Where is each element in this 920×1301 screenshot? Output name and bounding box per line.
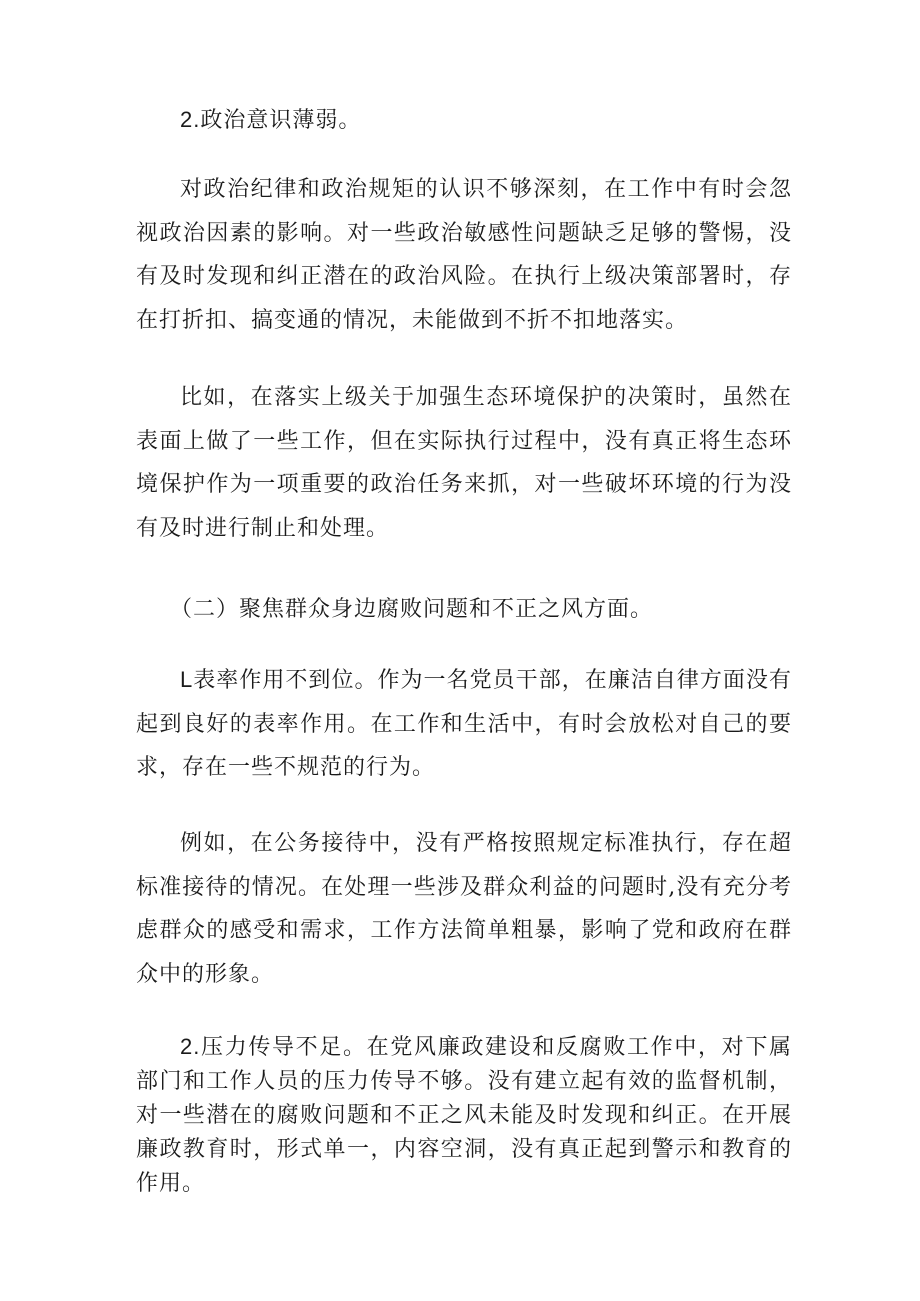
paragraph-political-discipline: 对政治纪律和政治规矩的认识不够深刻，在工作中有时会忽视政治因素的影响。对一些政治敏感性问题缺乏足够的警惕，没有及时发现和纠正潜在的政治风险。在执行上级决策部署时，存在打折扣、搞变通的情况，未能做到不折不扣地落实。: [136, 177, 792, 333]
heading-text: 政治意识薄弱。: [200, 108, 362, 133]
paragraph-reception-example: 例如，在公务接待中，没有严格按照规定标准执行，存在超标准接待的情况。在处理一些涉及群众利益的问题时,没有充分考虑群众的感受和需求，工作方法简单粗暴，影响了党和政府在群众中的形象。: [136, 831, 792, 987]
item-number: L: [180, 667, 194, 692]
paragraph-text: 表率作用不到位。作为一名党员干部，在廉洁自律方面没有起到良好的表率作用。在工作和生活中，有时会放松对自己的要求，存在一些不规范的行为。: [136, 668, 792, 780]
paragraph-ecology-example: 比如，在落实上级关于加强生态环境保护的决策时，虽然在表面上做了一些工作，但在实际执行过程中，没有真正将生态环境保护作为一项重要的政治任务来抓，对一些破坏环境的行为没有及时进行制止和处理。: [136, 385, 792, 541]
heading-pressure-transmission: [136, 1030, 792, 1201]
item-number: 2.: [180, 1034, 201, 1059]
item-number: 2.: [180, 107, 201, 132]
heading-role-model: [136, 658, 792, 790]
section-heading-two: （二）聚焦群众身边腐败问题和不正之风方面。: [170, 597, 654, 622]
heading-political-awareness: [136, 100, 792, 141]
paragraph-text: 压力传导不足。在党风廉政建设和反腐败工作中，对下属部门和工作人员的压力传导不够。没有建立起有效的监督机制，对一些潜在的腐败问题和不正之风未能及时发现和纠正。在开展廉政教育时，形式单一，内容空洞，没有真正起到警示和教育的作用。: [136, 1035, 792, 1196]
